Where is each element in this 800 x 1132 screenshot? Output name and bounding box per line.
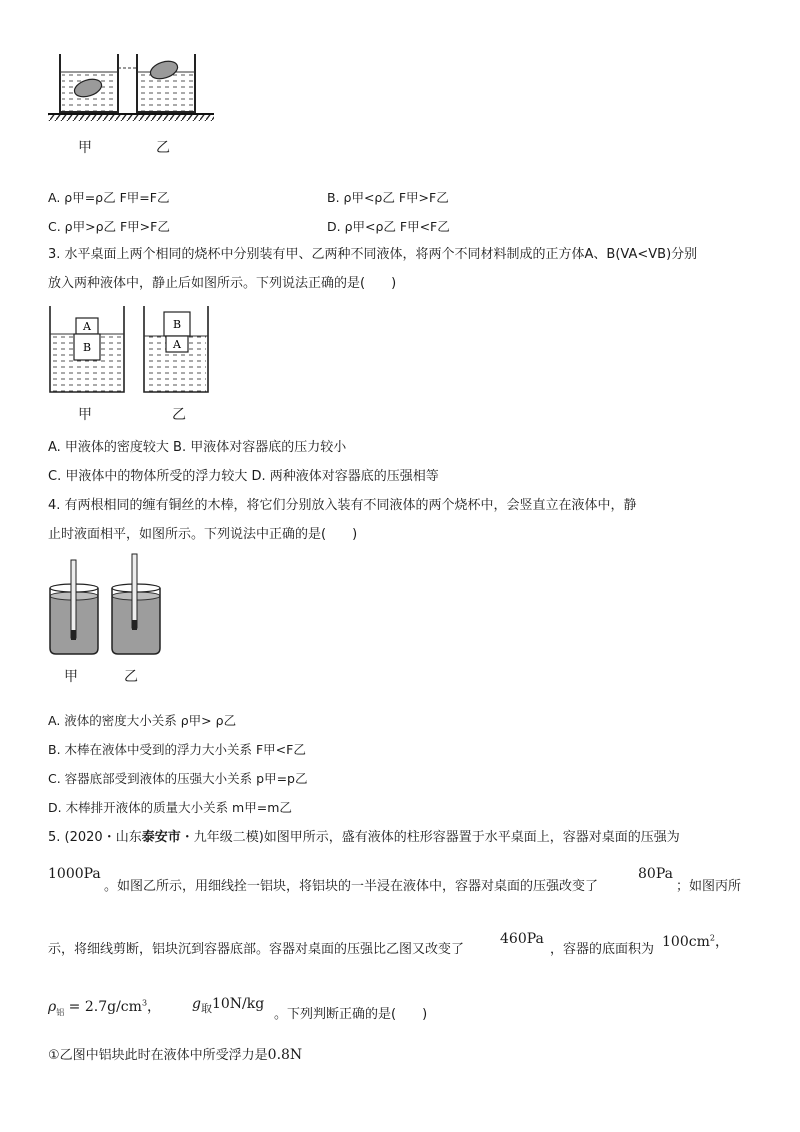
q5-stem-text1: ・九年级二模)如图甲所示，盛有液体的柱形容器置于水平桌面上，容器对桌面的压强为 (180, 830, 680, 845)
q5-rho-symbol: ρ (48, 999, 57, 1015)
q4-option-a: A. 液体的密度大小关系 ρ甲> ρ乙 (48, 713, 237, 728)
figure-wooden-sticks (44, 552, 164, 660)
q5-area-value: 100cm (662, 934, 710, 950)
q5-gravity-value (192, 996, 264, 1016)
figure3-label-yi: 乙 (124, 669, 138, 685)
q5-stem-line1 (48, 829, 680, 847)
q5-pressure-80: 80Pa (638, 866, 673, 882)
q2-option-a: A. ρ甲=ρ乙 F甲=F乙 (48, 190, 170, 205)
q5-statement-1 (48, 1046, 302, 1065)
q5-stem-text3: ；如图丙所 (676, 879, 742, 894)
figure2-label-jia: 甲 (78, 407, 92, 423)
q5-density-aluminium (48, 996, 161, 1018)
figure-cubes-ab (44, 304, 214, 396)
q2-option-c: C. ρ甲>ρ乙 F甲>F乙 (48, 219, 170, 234)
q2-option-b: B. ρ甲<ρ乙 F甲>F乙 (327, 190, 449, 205)
q4-stem-line2: 止时液面相平，如图所示。下列说法中正确的是( ) (48, 527, 358, 542)
q5-area-unit-power: 2 (709, 933, 715, 943)
q5-source-city: 泰安市 (141, 830, 181, 845)
q5-rho-value: = 2.7g/cm (64, 999, 142, 1015)
figure3-label-jia: 甲 (64, 669, 78, 685)
q4-option-c: C. 容器底部受到液体的压强大小关系 p甲=p乙 (48, 771, 308, 786)
q4-option-b: B. 木棒在液体中受到的浮力大小关系 F甲<F乙 (48, 742, 306, 757)
cube-b-label-yi: B (172, 318, 182, 331)
cube-b-label-jia: B (82, 341, 92, 354)
q5-statement-1-value: 0.8N (267, 1047, 303, 1063)
q5-g-symbol: g (192, 996, 201, 1012)
cube-a-label-jia: A (83, 320, 91, 333)
q5-rho-comma: ， (147, 999, 162, 1015)
q3-stem-line2: 放入两种液体中，静止后如图所示。下列说法正确的是( ) (48, 276, 397, 291)
q5-area-comma: ， (714, 934, 729, 950)
q5-pressure-460: 460Pa (500, 931, 544, 947)
q5-g-subscript: 取 (200, 1001, 212, 1015)
q5-base-area (662, 931, 729, 951)
figure1-label-jia: 甲 (78, 140, 92, 156)
q3-options-ab: A. 甲液体的密度较大 B. 甲液体对容器底的压力较小 (48, 440, 347, 455)
figure1-label-yi: 乙 (156, 140, 170, 156)
q4-stem-line1: 4. 有两根相同的缠有铜丝的木棒，将它们分别放入装有不同液体的两个烧杯中，会竖直立在液体中，静 (48, 498, 637, 513)
cube-a-label-yi: A (173, 338, 181, 351)
q3-options-cd: C. 甲液体中的物体所受的浮力较大 D. 两种液体对容器底的压强相等 (48, 469, 439, 484)
q5-pressure-1000: 1000Pa (48, 866, 101, 882)
q5-stem-text6: 。下列判断正确的是( ) (274, 1007, 428, 1022)
q3-stem-line1: 3. 水平桌面上两个相同的烧杯中分别装有甲、乙两种不同液体，将两个不同材料制成的正方体A、B(VA<VB)分别 (48, 247, 698, 262)
q5-stem-text5: ，容器的底面积为 (550, 942, 655, 957)
q5-statement-1-text: ①乙图中铝块此时在液体中所受浮力是 (48, 1048, 268, 1063)
q2-option-d: D. ρ甲<ρ乙 F甲<F乙 (327, 219, 450, 234)
q5-rho-subscript: 铝 (56, 1007, 65, 1017)
q4-option-d: D. 木棒排开液体的质量大小关系 m甲=m乙 (48, 800, 292, 815)
figure-beakers-ellipse (44, 48, 219, 128)
q5-g-unit: 10N/kg (211, 996, 265, 1012)
q5-stem-text2: 。如图乙所示，用细线拴一铝块，将铝块的一半浸在液体中，容器对桌面的压强改变了 (104, 879, 599, 894)
q5-source-prefix: 5. (2020・山东 (48, 830, 142, 845)
q5-stem-text4: 示，将细线剪断，铝块沉到容器底部。容器对桌面的压强比乙图又改变了 (48, 942, 465, 957)
q5-rho-unit-power: 3 (141, 998, 148, 1008)
figure2-label-yi: 乙 (172, 407, 186, 423)
